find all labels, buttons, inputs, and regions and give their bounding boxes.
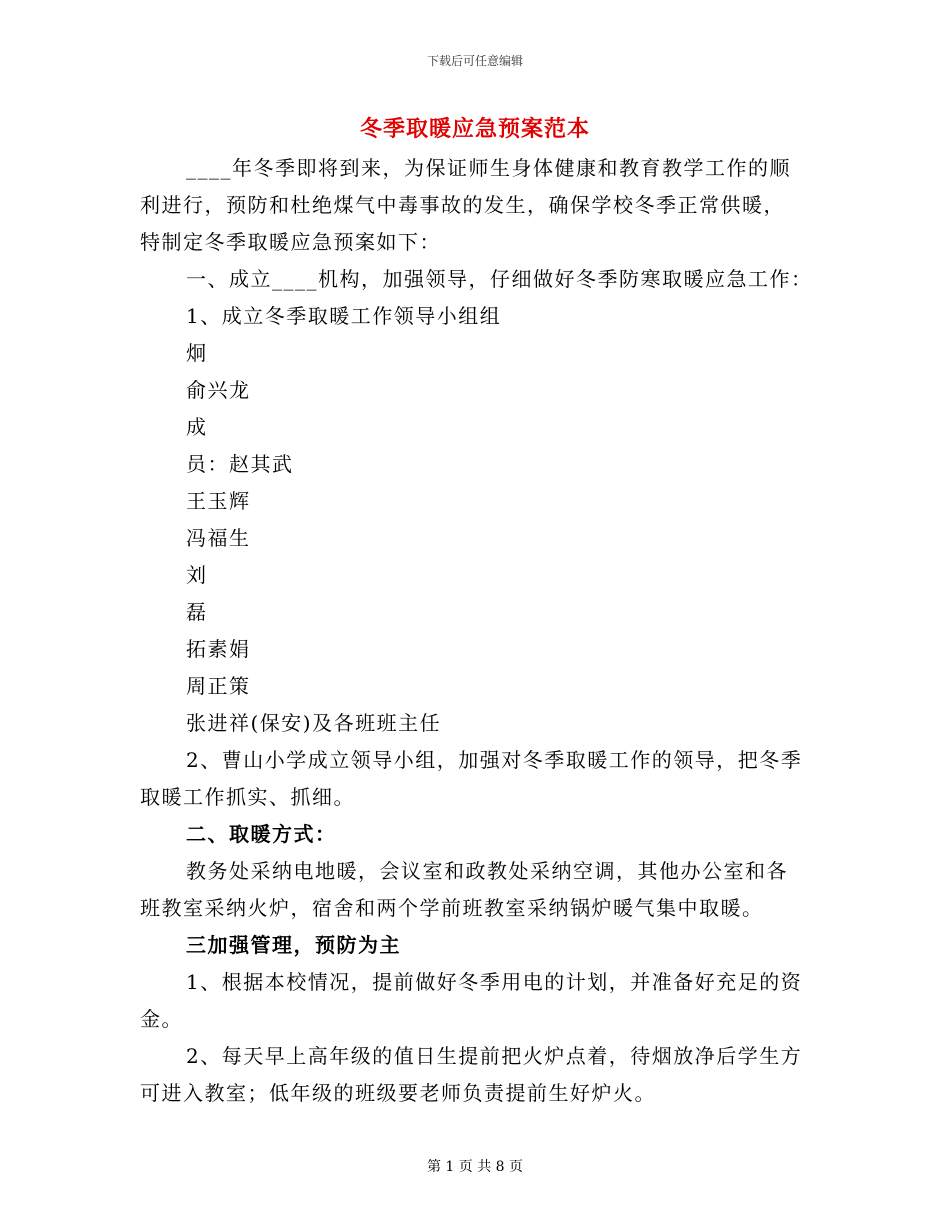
paragraph-line: 1、根据本校情况，提前做好冬季用电的计划，并准备好充足的资 xyxy=(186,970,803,994)
paragraph-line: 金。 xyxy=(140,1007,183,1031)
member-name: 王玉辉 xyxy=(186,489,251,513)
header-note: 下载后可任意编辑 xyxy=(426,54,523,68)
section-heading: 二、取暖方式： xyxy=(186,822,337,846)
paragraph-line: 班教室采纳火炉，宿舍和两个学前班教室采纳锅炉暖气集中取暖。 xyxy=(140,896,764,920)
paragraph-line: 利进行，预防和杜绝煤气中毒事故的发生，确保学校冬季正常供暖， xyxy=(140,193,785,217)
member-name: 刘 xyxy=(186,563,208,587)
member-name: 员：赵其武 xyxy=(186,452,294,476)
paragraph-line: 1、成立冬季取暖工作领导小组组 xyxy=(186,304,502,328)
paragraph-line: 2、每天早上高年级的值日生提前把火炉点着，待烟放净后学生方 xyxy=(186,1044,803,1068)
section-heading: 一、成立____机构，加强领导，仔细做好冬季防寒取暖应急工作： xyxy=(186,267,812,291)
document-title: 冬季取暖应急预案范本 xyxy=(359,116,590,142)
section-heading: 三加强管理，预防为主 xyxy=(186,933,401,957)
member-name: 周正策 xyxy=(186,674,251,698)
paragraph-line: ____年冬季即将到来，为保证师生身体健康和教育教学工作的顺 xyxy=(186,156,791,180)
paragraph-line: 2、曹山小学成立领导小组，加强对冬季取暖工作的领导，把冬季 xyxy=(186,748,803,772)
paragraph-line: 可进入教室；低年级的班级要老师负责提前生好炉火。 xyxy=(140,1081,656,1105)
member-name: 俞兴龙 xyxy=(186,378,251,402)
paragraph-line: 教务处采纳电地暖，会议室和政教处采纳空调，其他办公室和各 xyxy=(186,859,788,883)
member-name: 磊 xyxy=(186,600,208,624)
document-body xyxy=(140,150,812,1112)
member-name: 成 xyxy=(186,415,208,439)
member-name: 冯福生 xyxy=(186,526,251,550)
member-name: 炯 xyxy=(186,341,208,365)
member-name: 拓素娟 xyxy=(186,637,251,661)
paragraph-line: 特制定冬季取暖应急预案如下： xyxy=(140,230,441,254)
member-name: 张进祥(保安)及各班班主任 xyxy=(186,711,442,735)
page-footer: 第 1 页 共 8 页 xyxy=(426,1159,524,1175)
paragraph-line: 取暖工作抓实、抓细。 xyxy=(140,785,355,809)
